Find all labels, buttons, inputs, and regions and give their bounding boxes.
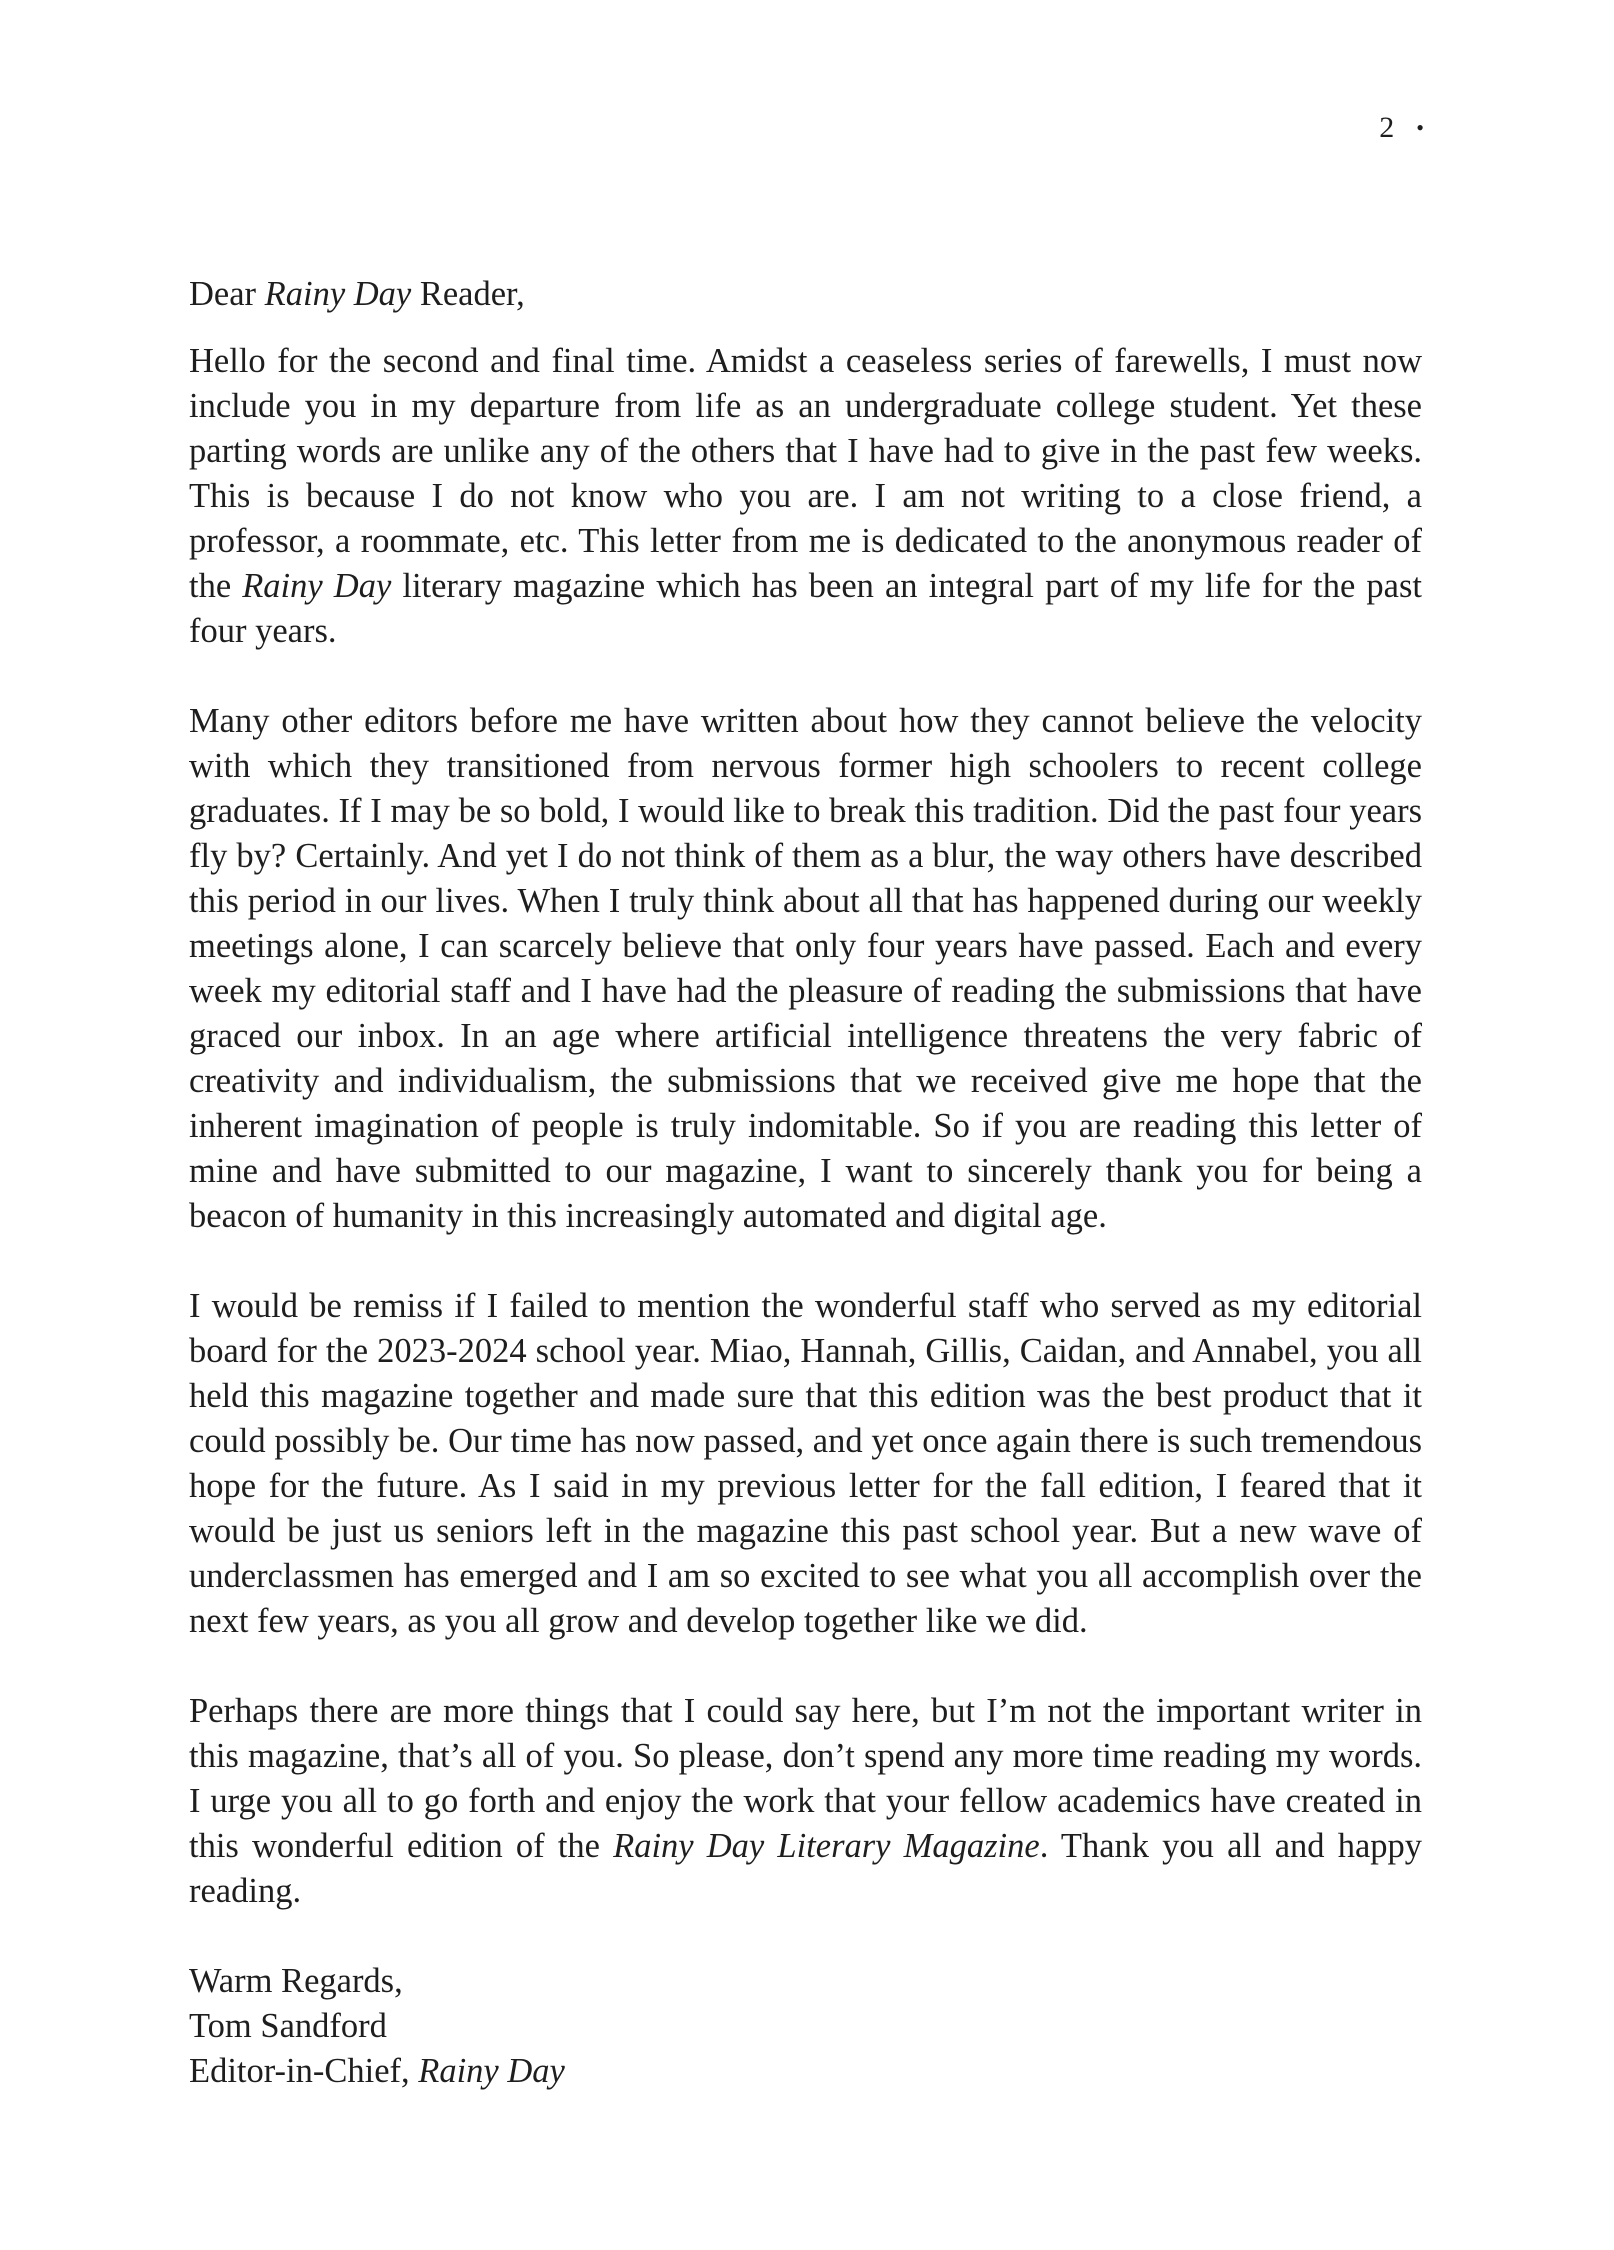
editor-letter [189, 272, 1422, 2094]
paragraph-4-magazine-name: Rainy Day Literary Magazine [613, 1827, 1040, 1865]
paragraph-4-text-after: . Thank you all and happy reading. [189, 1827, 1423, 1910]
paragraph-1-magazine-name: Rainy Day [242, 567, 392, 605]
salutation-prefix: Dear [189, 275, 265, 313]
paragraph-1-text-before: Hello for the second and final time. Amidst a ceaseless series of farewells, I must now include you in my departure from life as an undergraduate college student. Yet these parting words are unlike any of the others that I have had to give in the past few weeks. This is because I do not know who you are. I am not writing to a close friend, a professor, a roommate, etc. This letter from me is dedicated to the anonymous reader of the [189, 342, 1422, 605]
paragraph-1 [189, 339, 1422, 654]
signature-name: Tom Sandford [189, 2007, 387, 2045]
closing-block [189, 1959, 1422, 2094]
signature-title-magazine: Rainy Day [418, 2052, 565, 2090]
paragraph-4 [189, 1689, 1422, 1914]
paragraph-4-text-before: Perhaps there are more things that I could say here, but I’m not the important writer in this magazine, that’s all of you. So please, don’t spend any more time reading my words. I urge you all to go forth and enjoy the work that your fellow academics have created in this wonderful edition of the [189, 1692, 1422, 1865]
signature-title-prefix: Editor-in-Chief, [189, 2052, 419, 2090]
page-number-value: 2 [1379, 111, 1395, 144]
page-number [1379, 108, 1424, 150]
paragraph-1-text-after: literary magazine which has been an integral part of my life for the past four years. [189, 567, 1422, 650]
paragraph-3: I would be remiss if I failed to mention the wonderful staff who served as my editorial board for the 2023-2024 school year. Miao, Hannah, Gillis, Caidan, and Annabel, you all held this magazine together and made sure that this edition was the best product that it could possibly be. Our time has now passed, and yet once again there is such tremendous hope for the future. As I said in my previous letter for the fall edition, I feared that it would be just us seniors left in the magazine this past school year. But a new wave of underclassmen has emerged and I am so excited to see what you all accomplish over the next few years, as you all grow and develop together like we did. [189, 1287, 1422, 1640]
signature-title [189, 2049, 1422, 2094]
salutation-suffix: Reader, [411, 275, 525, 313]
salutation-magazine-name: Rainy Day [264, 275, 412, 313]
paragraph-2: Many other editors before me have written about how they cannot believe the velocity with which they transitioned from nervous former high schoolers to recent college graduates. If I may be so bold, I would like to break this tradition. Did the past four years fly by? Certainly. And yet I do not think of them as a blur, the way others have described this period in our lives. When I truly think about all that has happened during our weekly meetings alone, I can scarcely believe that only four years have passed. Each and every week my editorial staff and I have had the pleasure of reading the submissions that have graced our inbox. In an age where artificial intelligence threatens the very fabric of creativity and individualism, the submissions that we received give me hope that the inherent imagination of people is truly indomitable. So if you are reading this letter of mine and have submitted to our magazine, I want to sincerely thank you for being a beacon of humanity in this increasingly automated and digital age. [189, 702, 1422, 1235]
closing-regards: Warm Regards, [189, 1962, 403, 2000]
page-number-bullet: • [1416, 115, 1424, 140]
salutation [189, 272, 1422, 317]
